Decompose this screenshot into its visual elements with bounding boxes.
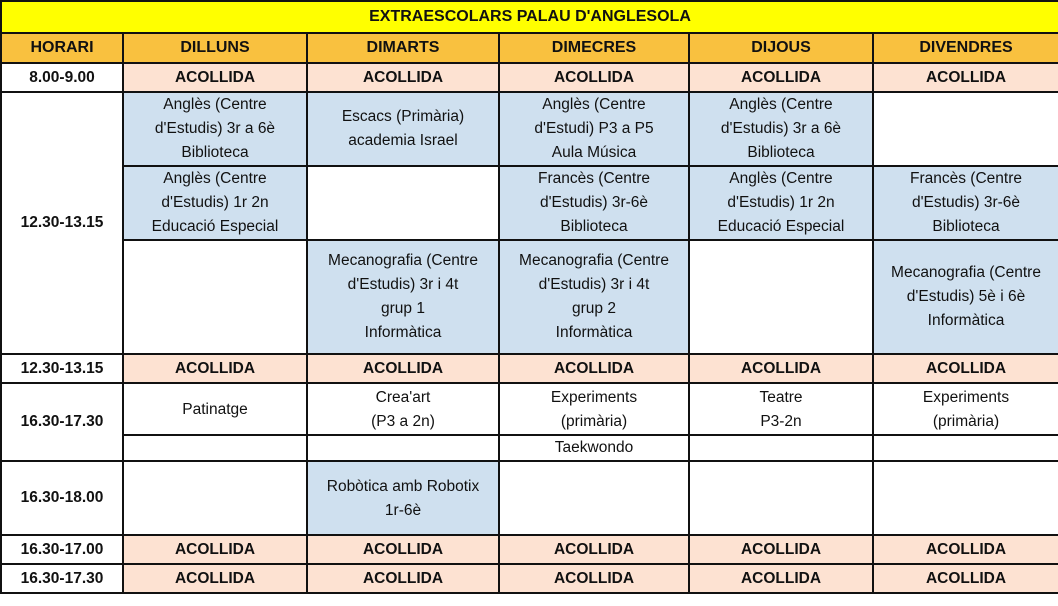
activity-cell: Crea'art (P3 a 2n): [307, 383, 499, 435]
midday-row-3: [1, 240, 1058, 354]
acollida-cell: ACOLLIDA: [689, 564, 873, 593]
acollida-cell: ACOLLIDA: [499, 535, 689, 564]
empty-cell: [689, 240, 873, 354]
header-dimecres: DIMECRES: [499, 33, 689, 63]
acollida-cell: ACOLLIDA: [123, 354, 307, 383]
time-cell: 16.30-17.30: [1, 383, 123, 461]
header-divendres: DIVENDRES: [873, 33, 1058, 63]
acollida-cell: ACOLLIDA: [499, 564, 689, 593]
empty-cell: [307, 166, 499, 240]
time-cell: 16.30-17.30: [1, 564, 123, 593]
acollida-cell: ACOLLIDA: [689, 354, 873, 383]
time-cell: 16.30-18.00: [1, 461, 123, 535]
activity-cell: Experiments (primària): [499, 383, 689, 435]
empty-cell: [689, 461, 873, 535]
empty-cell: [307, 435, 499, 461]
acollida-cell: ACOLLIDA: [307, 535, 499, 564]
activity-cell: Robòtica amb Robotix 1r-6è: [307, 461, 499, 535]
activity-cell: Anglès (Centre d'Estudis) 3r a 6è Biblioteca: [123, 92, 307, 166]
header-dimarts: DIMARTS: [307, 33, 499, 63]
empty-cell: [499, 461, 689, 535]
acollida-cell: ACOLLIDA: [873, 564, 1058, 593]
acollida-cell: ACOLLIDA: [307, 564, 499, 593]
acollida-cell: ACOLLIDA: [689, 535, 873, 564]
activity-cell: Patinatge: [123, 383, 307, 435]
acollida-cell: ACOLLIDA: [873, 63, 1058, 92]
activity-cell: Anglès (Centre d'Estudis) 1r 2n Educació Especial: [689, 166, 873, 240]
empty-cell: [873, 92, 1058, 166]
acollida-1730-row: [1, 564, 1058, 593]
header-horari: HORARI: [1, 33, 123, 63]
acollida-cell: ACOLLIDA: [873, 535, 1058, 564]
empty-cell: [123, 461, 307, 535]
midday-row-1: [1, 92, 1058, 166]
activity-cell: Experiments (primària): [873, 383, 1058, 435]
activity-cell: Escacs (Primària) academia Israel: [307, 92, 499, 166]
activity-cell: Mecanografia (Centre d'Estudis) 5è i 6è Informàtica: [873, 240, 1058, 354]
acollida-cell: ACOLLIDA: [307, 354, 499, 383]
activity-cell: Teatre P3-2n: [689, 383, 873, 435]
table-title: EXTRAESCOLARS PALAU D'ANGLESOLA: [1, 1, 1058, 33]
activity-cell: Taekwondo: [499, 435, 689, 461]
header-dijous: DIJOUS: [689, 33, 873, 63]
empty-cell: [873, 461, 1058, 535]
empty-cell: [689, 435, 873, 461]
afternoon-row-1: [1, 383, 1058, 435]
morning-acollida-row: [1, 63, 1058, 92]
activity-cell: Anglès (Centre d'Estudis) 1r 2n Educació Especial: [123, 166, 307, 240]
acollida-cell: ACOLLIDA: [123, 63, 307, 92]
robotica-row: [1, 461, 1058, 535]
time-cell: 8.00-9.00: [1, 63, 123, 92]
header-row: [1, 33, 1058, 63]
afternoon-row-2: [1, 435, 1058, 461]
acollida-cell: ACOLLIDA: [307, 63, 499, 92]
acollida-cell: ACOLLIDA: [123, 564, 307, 593]
acollida-cell: ACOLLIDA: [873, 354, 1058, 383]
acollida-1700-row: [1, 535, 1058, 564]
activity-cell: Mecanografia (Centre d'Estudis) 3r i 4t grup 1 Informàtica: [307, 240, 499, 354]
time-cell: 16.30-17.00: [1, 535, 123, 564]
activity-cell: Mecanografia (Centre d'Estudis) 3r i 4t grup 2 Informàtica: [499, 240, 689, 354]
acollida-cell: ACOLLIDA: [689, 63, 873, 92]
activity-cell: Francès (Centre d'Estudis) 3r-6è Biblioteca: [499, 166, 689, 240]
midday-row-2: [1, 166, 1058, 240]
activity-cell: Anglès (Centre d'Estudi) P3 a P5 Aula Música: [499, 92, 689, 166]
midday-acollida-row: [1, 354, 1058, 383]
acollida-cell: ACOLLIDA: [499, 63, 689, 92]
activity-cell: Anglès (Centre d'Estudis) 3r a 6è Biblioteca: [689, 92, 873, 166]
empty-cell: [123, 435, 307, 461]
header-dilluns: DILLUNS: [123, 33, 307, 63]
acollida-cell: ACOLLIDA: [123, 535, 307, 564]
time-cell: 12.30-13.15: [1, 92, 123, 354]
empty-cell: [123, 240, 307, 354]
time-cell: 12.30-13.15: [1, 354, 123, 383]
empty-cell: [873, 435, 1058, 461]
acollida-cell: ACOLLIDA: [499, 354, 689, 383]
activity-cell: Francès (Centre d'Estudis) 3r-6è Biblioteca: [873, 166, 1058, 240]
